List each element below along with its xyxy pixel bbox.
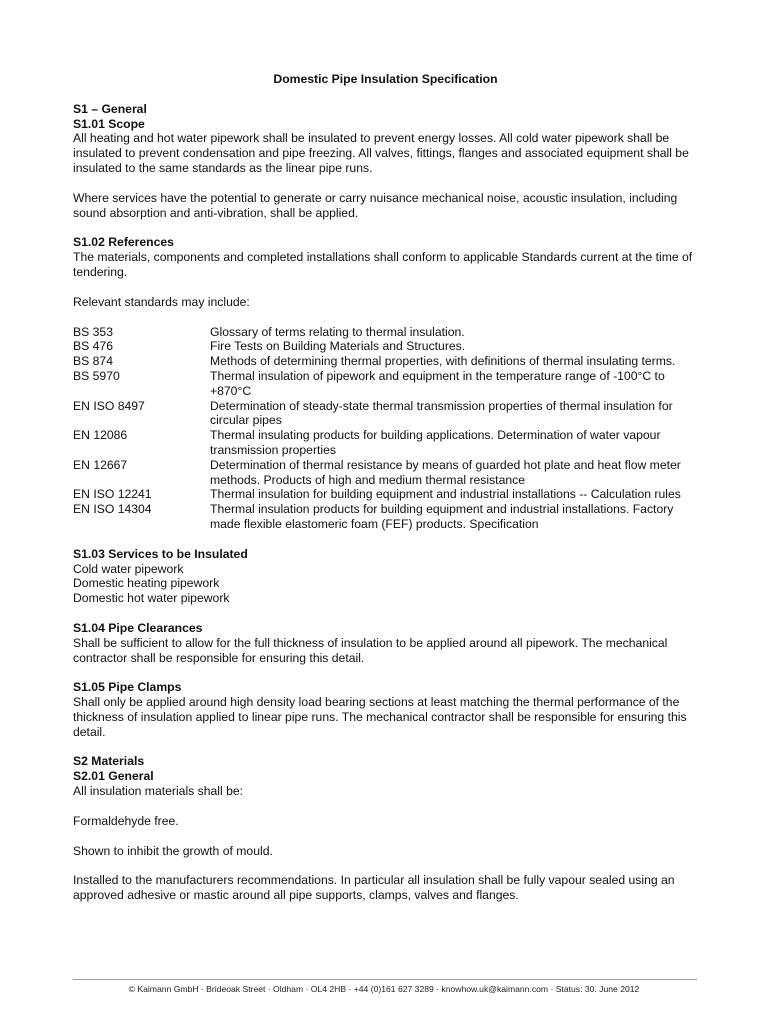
standard-code: EN ISO 8497 xyxy=(73,398,145,413)
standards-row xyxy=(73,369,698,399)
standard-code: EN ISO 12241 xyxy=(73,487,152,502)
s1-01-paragraph-2: Where services have the potential to generate or carry nuisance mechanical noise, acoustic insulation, including sound absorption and anti-vibration, shall be applied. xyxy=(73,190,678,220)
standards-row xyxy=(73,399,698,429)
standards-row xyxy=(73,339,698,354)
standards-row xyxy=(73,487,698,502)
s1-05-paragraph: Shall only be applied around high density load bearing sections at least matching the thermal performance of the thickness of insulation applied to linear pipe runs. The mechanical contractor shall be responsible for ensuring this detail. xyxy=(73,695,687,739)
s1-04-heading: S1.04 Pipe Clearances xyxy=(73,620,203,635)
s1-04-paragraph: Shall be sufficient to allow for the full thickness of insulation to be applied around all pipework. The mechanical contractor shall be responsible for ensuring this detail. xyxy=(73,635,668,665)
standard-description: Determination of steady-state thermal transmission properties of thermal insulation for circular pipes xyxy=(210,398,673,428)
s1-01-heading: S1.01 Scope xyxy=(73,116,145,131)
s2-01-paragraph-1: All insulation materials shall be: xyxy=(73,784,244,799)
s1-02-paragraph-1: The materials, components and completed installations shall conform to applicable Standards current at the time of tendering. xyxy=(73,250,693,279)
standards-table xyxy=(73,325,698,532)
standard-code: BS 353 xyxy=(73,324,113,339)
standard-description: Thermal insulation products for building equipment and industrial installations. Factory made flexible elastomeric foam (FEF) products. Specification xyxy=(210,502,674,531)
standard-description: Thermal insulation for building equipment and industrial installations -- Calculation rules xyxy=(210,487,681,502)
standards-row xyxy=(73,502,698,532)
standard-code: BS 5970 xyxy=(73,368,120,383)
section-s2-heading: S2 Materials xyxy=(73,754,145,769)
standard-code: BS 476 xyxy=(73,339,113,354)
s2-01-paragraph-3: Shown to inhibit the growth of mould. xyxy=(73,843,273,858)
section-s1-heading: S1 – General xyxy=(73,101,147,116)
footer-divider xyxy=(73,979,697,980)
services-list xyxy=(73,562,698,606)
s2-01-heading: S2.01 General xyxy=(73,769,154,784)
standard-code: BS 874 xyxy=(73,354,113,369)
s1-02-paragraph-2: Relevant standards may include: xyxy=(73,294,250,309)
standard-description: Glossary of terms relating to thermal insulation. xyxy=(210,324,465,339)
standard-description: Thermal insulating products for building applications. Determination of water vapour transmission properties xyxy=(210,428,661,457)
s1-01-paragraph-1: All heating and hot water pipework shall be insulated to prevent energy losses. All cold water pipework shall be insulated to prevent condensation and pipe freezing. All valves, fittings, flanges and associated equipment shall be insulated to the same standards as the linear pipe runs. xyxy=(73,131,689,175)
list-item: Cold water pipework xyxy=(73,561,184,576)
list-item: Domestic heating pipework xyxy=(73,576,220,591)
standard-description: Thermal insulation of pipework and equipment in the temperature range of -100°C to +870°C xyxy=(210,368,665,398)
s1-02-heading: S1.02 References xyxy=(73,235,174,250)
list-item: Domestic hot water pipework xyxy=(73,591,230,606)
s1-03-heading: S1.03 Services to be Insulated xyxy=(73,546,248,561)
page-footer: © Kaimann GmbH · Brideoak Street · Oldham · OL4 2HB · +44 (0)161 627 3289 · knowhow.uk@kaimann.com · Status: 30. June 2012 xyxy=(128,984,640,994)
standards-row xyxy=(73,325,698,340)
s1-05-heading: S1.05 Pipe Clamps xyxy=(73,680,182,695)
standard-code: EN 12667 xyxy=(73,457,128,472)
standard-description: Methods of determining thermal properties, with definitions of thermal insulating terms. xyxy=(210,354,676,369)
standard-description: Fire Tests on Building Materials and Structures. xyxy=(210,339,466,354)
s2-01-paragraph-4: Installed to the manufacturers recommendations. In particular all insulation shall be fully vapour sealed using an approved adhesive or mastic around all pipe supports, clamps, valves and flanges. xyxy=(73,873,675,903)
standard-code: EN 12086 xyxy=(73,428,128,443)
standard-description: Determination of thermal resistance by means of guarded hot plate and heat flow meter methods. Products of high and medium thermal resistance xyxy=(210,457,681,487)
standards-row xyxy=(73,458,698,488)
document-title: Domestic Pipe Insulation Specification xyxy=(273,72,498,86)
document-page xyxy=(73,72,698,918)
s2-01-paragraph-2: Formaldehyde free. xyxy=(73,813,179,828)
standards-row xyxy=(73,428,698,458)
standard-code: EN ISO 14304 xyxy=(73,502,152,517)
standards-row xyxy=(73,354,698,369)
